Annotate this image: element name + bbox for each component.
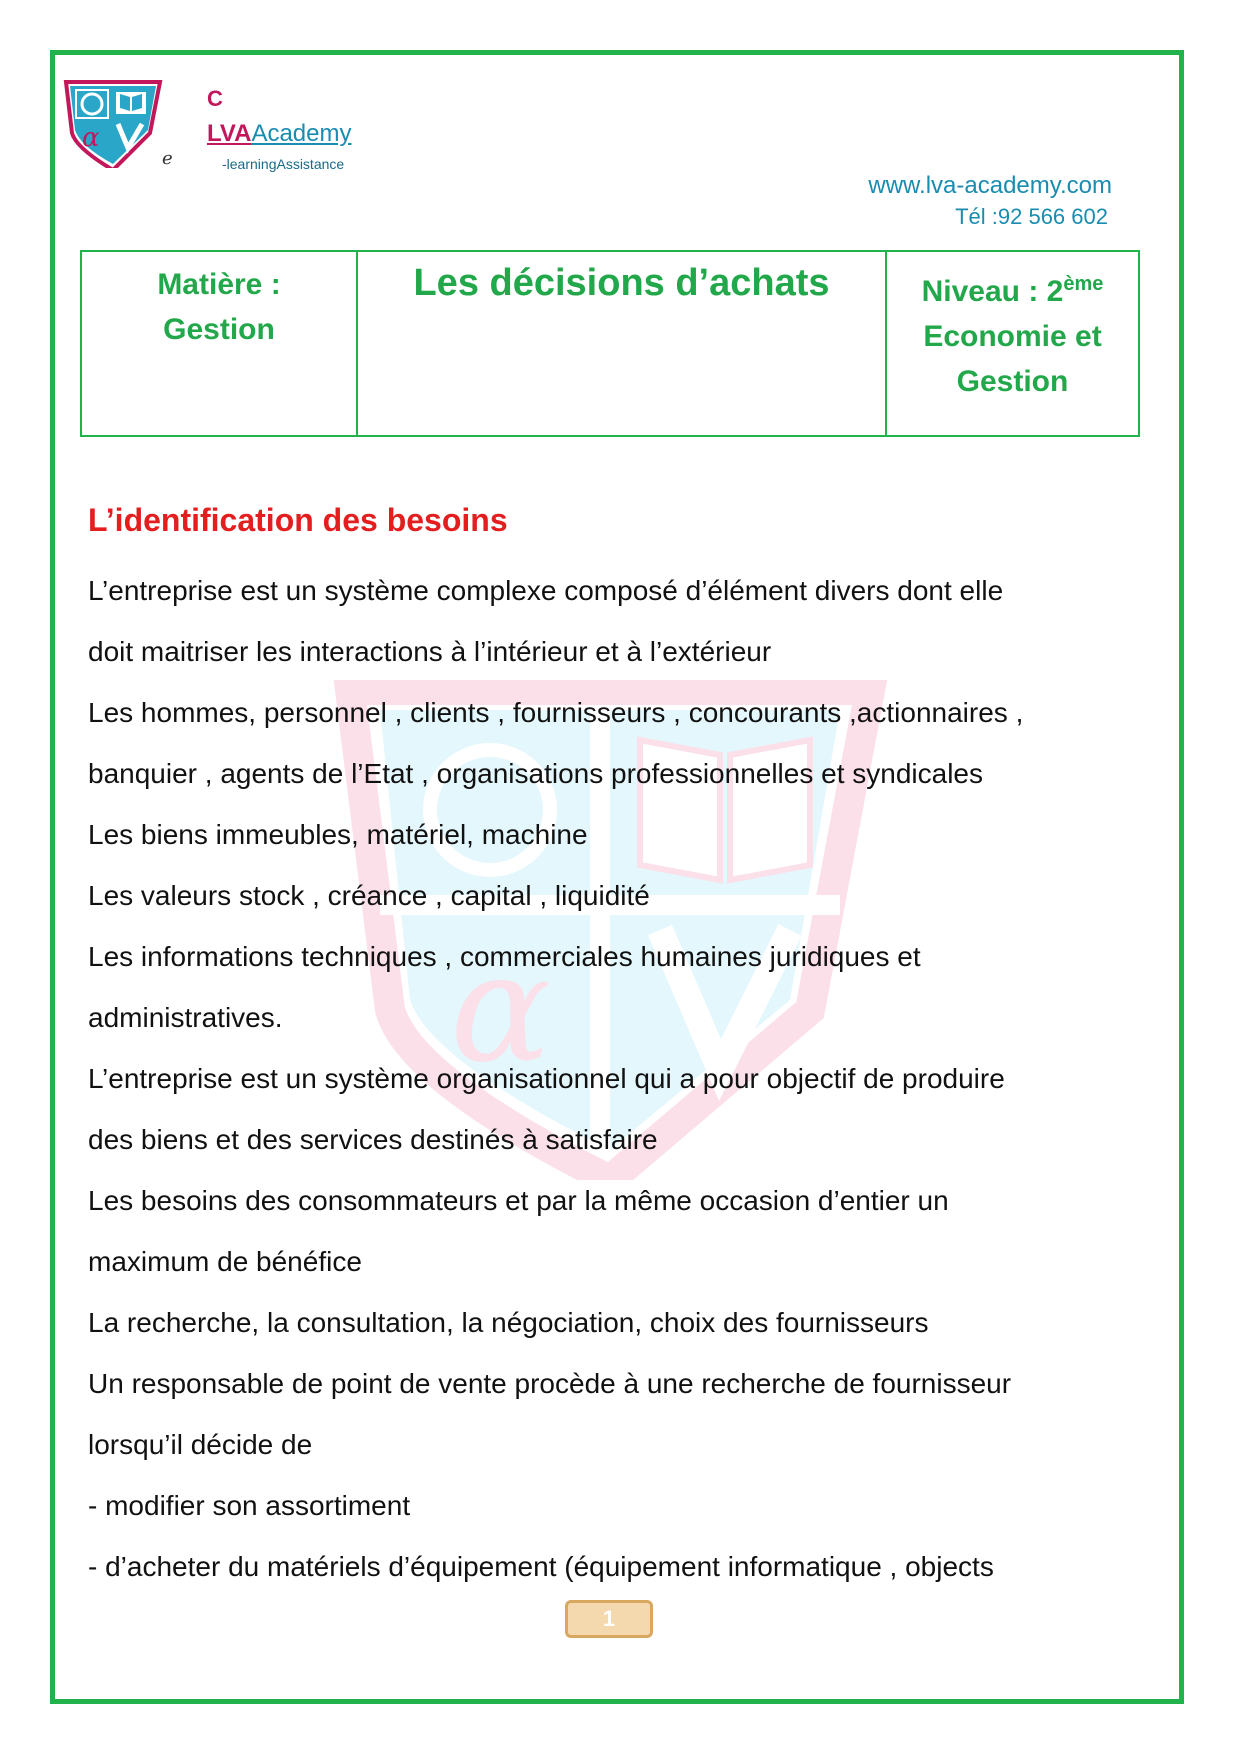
level-cell: [887, 252, 1138, 435]
body-line: Les besoins des consommateurs et par la même occasion d’entier un: [88, 1185, 949, 1216]
body-line: des biens et des services destinés à satisfaire: [88, 1124, 658, 1155]
website-link[interactable]: www.lva-academy.com: [868, 172, 1112, 199]
body-line: La recherche, la consultation, la négociation, choix des fournisseurs: [88, 1307, 929, 1338]
body-line: administratives.: [88, 1002, 283, 1033]
level-label: [887, 262, 1138, 314]
brand-letter: C: [207, 86, 223, 111]
title-cell: [358, 252, 887, 435]
body-line: Les biens immeubles, matériel, machine: [88, 819, 588, 850]
body-line: Les valeurs stock , créance , capital , liquidité: [88, 880, 650, 911]
phone-number: Tél :92 566 602: [955, 204, 1108, 229]
body-line: Un responsable de point de vente procède à une recherche de fournisseur: [88, 1368, 1012, 1399]
document-title: Les décisions d’achats: [413, 262, 830, 304]
level-line3: Gestion: [956, 365, 1069, 398]
brand-name[interactable]: [207, 120, 351, 148]
body-line: L’entreprise est un système complexe composé d’élément divers dont elle: [88, 575, 1004, 606]
body-line: doit maitriser les interactions à l’intérieur et à l’extérieur: [88, 636, 772, 667]
body-line: L’entreprise est un système organisationnel qui a pour objectif de produire: [88, 1063, 1005, 1094]
body-line: Les hommes, personnel , clients , fournisseurs , concourants ,actionnaires ,: [88, 697, 1024, 728]
subject-cell: [82, 252, 358, 435]
brand-lva: LVA: [207, 120, 252, 147]
svg-text:α: α: [82, 123, 100, 153]
page-number: 1: [565, 1600, 653, 1638]
svg-text:α: α: [450, 922, 552, 1096]
header-table: [80, 250, 1140, 437]
body-line: maximum de bénéfice: [88, 1246, 362, 1277]
subject-value: Gestion: [163, 313, 275, 346]
brand-academy: Academy: [251, 120, 352, 147]
body-line: banquier , agents de l’Etat , organisations professionnelles et syndicales: [88, 758, 983, 789]
section-title: L’identification des besoins: [88, 502, 508, 538]
level-sup: ème: [1063, 273, 1104, 295]
level-line2: Economie et: [923, 320, 1102, 353]
subject-label: Matière :: [157, 268, 281, 301]
body-text: [88, 560, 1148, 1597]
body-line: - d’acheter du matériels d’équipement (équipement informatique , objects: [88, 1551, 994, 1582]
body-line: Les informations techniques , commerciales humaines juridiques et: [88, 941, 921, 972]
lva-academy-logo: [58, 78, 168, 168]
body-line: lorsqu’il décide de: [88, 1429, 313, 1460]
body-line: - modifier son assortiment: [88, 1490, 411, 1521]
brand-tagline: -learningAssistance: [222, 156, 345, 172]
brand-e: e: [162, 148, 173, 169]
level-label-text: Niveau : 2: [921, 275, 1064, 308]
